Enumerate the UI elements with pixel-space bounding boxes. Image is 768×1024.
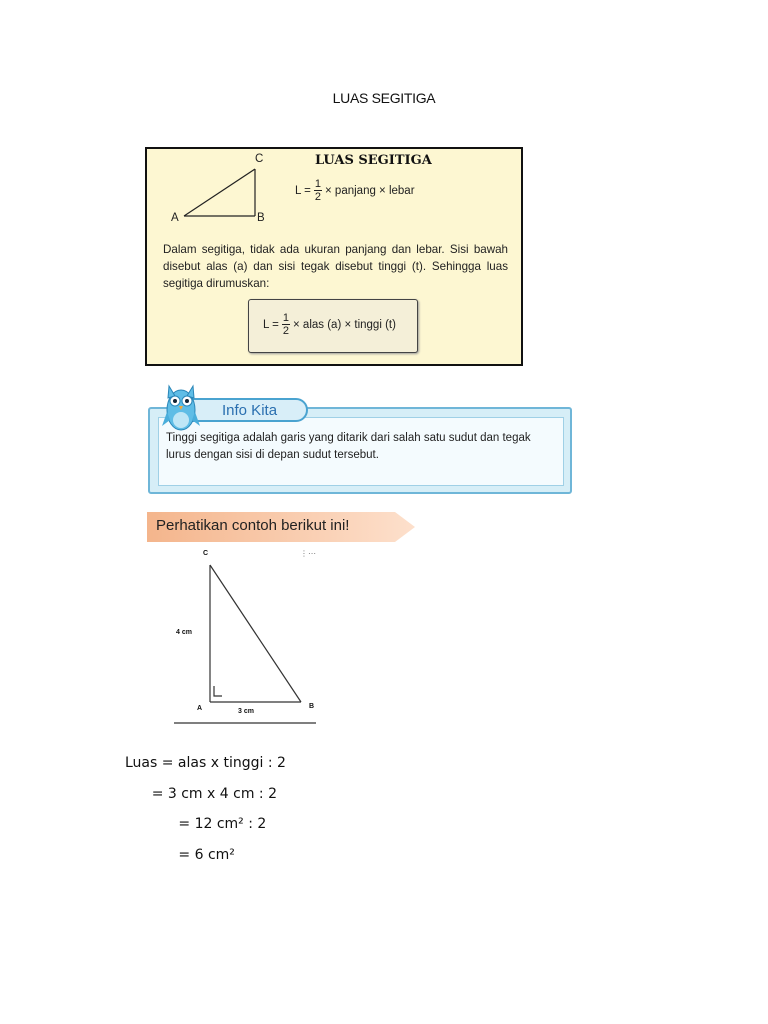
info-kita-inner (158, 417, 564, 486)
example-vertex-b: B (309, 703, 315, 710)
page-title: LUAS SEGITIGA (332, 90, 436, 106)
vertex-a-label: A (171, 212, 179, 224)
vertex-b-label: B (257, 212, 265, 224)
formula-alas-tinggi-box (248, 299, 418, 353)
formula-alas-tinggi: L = $\frac{1}{2}$ × alas (a) × tinggi (t) (263, 312, 396, 337)
calc-line-1: Luas = alas x tinggi : 2 (125, 755, 286, 771)
formula-panjang-lebar: L = $\frac{1}{2}$ × panjang × lebar (295, 178, 415, 203)
fraction-half: $\frac{1}{2}$ (314, 178, 322, 203)
example-vertex-a: A (197, 705, 203, 712)
owl-mascot-icon (160, 376, 202, 436)
example-banner-text: Perhatikan contoh berikut ini! (156, 517, 350, 534)
height-label: 4 cm (176, 629, 192, 636)
calc-line-3: = 12 cm² : 2 (125, 816, 267, 832)
calc-line-2: = 3 cm x 4 cm : 2 (125, 785, 277, 802)
example-right-triangle (170, 548, 320, 728)
info-kita-label: Info Kita (222, 402, 278, 419)
calculation-steps (125, 748, 286, 870)
example-vertex-c: C (203, 550, 209, 557)
box-description: Dalam segitiga, tidak ada ukuran panjang dan lebar. Sisi bawah disebut alas (a) dan sisi tegak disebut tinggi (t). Sehingga luas segitiga dirumuskan: (163, 243, 508, 290)
fraction-half: $\frac{1}{2}$ (282, 312, 290, 337)
base-label: 3 cm (238, 708, 254, 715)
svg-text:⋮⋯: ⋮⋯ (300, 549, 316, 558)
luas-segitiga-box (145, 147, 523, 366)
box-title: LUAS SEGITIGA (315, 153, 432, 168)
vertex-c-label: C (255, 153, 264, 165)
info-kita-text: Tinggi segitiga adalah garis yang ditarik dari salah satu sudut dan tegak lurus dengan sisi di depan sudut tersebut. (166, 432, 531, 461)
calc-line-4: = 6 cm² (125, 846, 235, 863)
info-kita-tab (190, 398, 308, 422)
